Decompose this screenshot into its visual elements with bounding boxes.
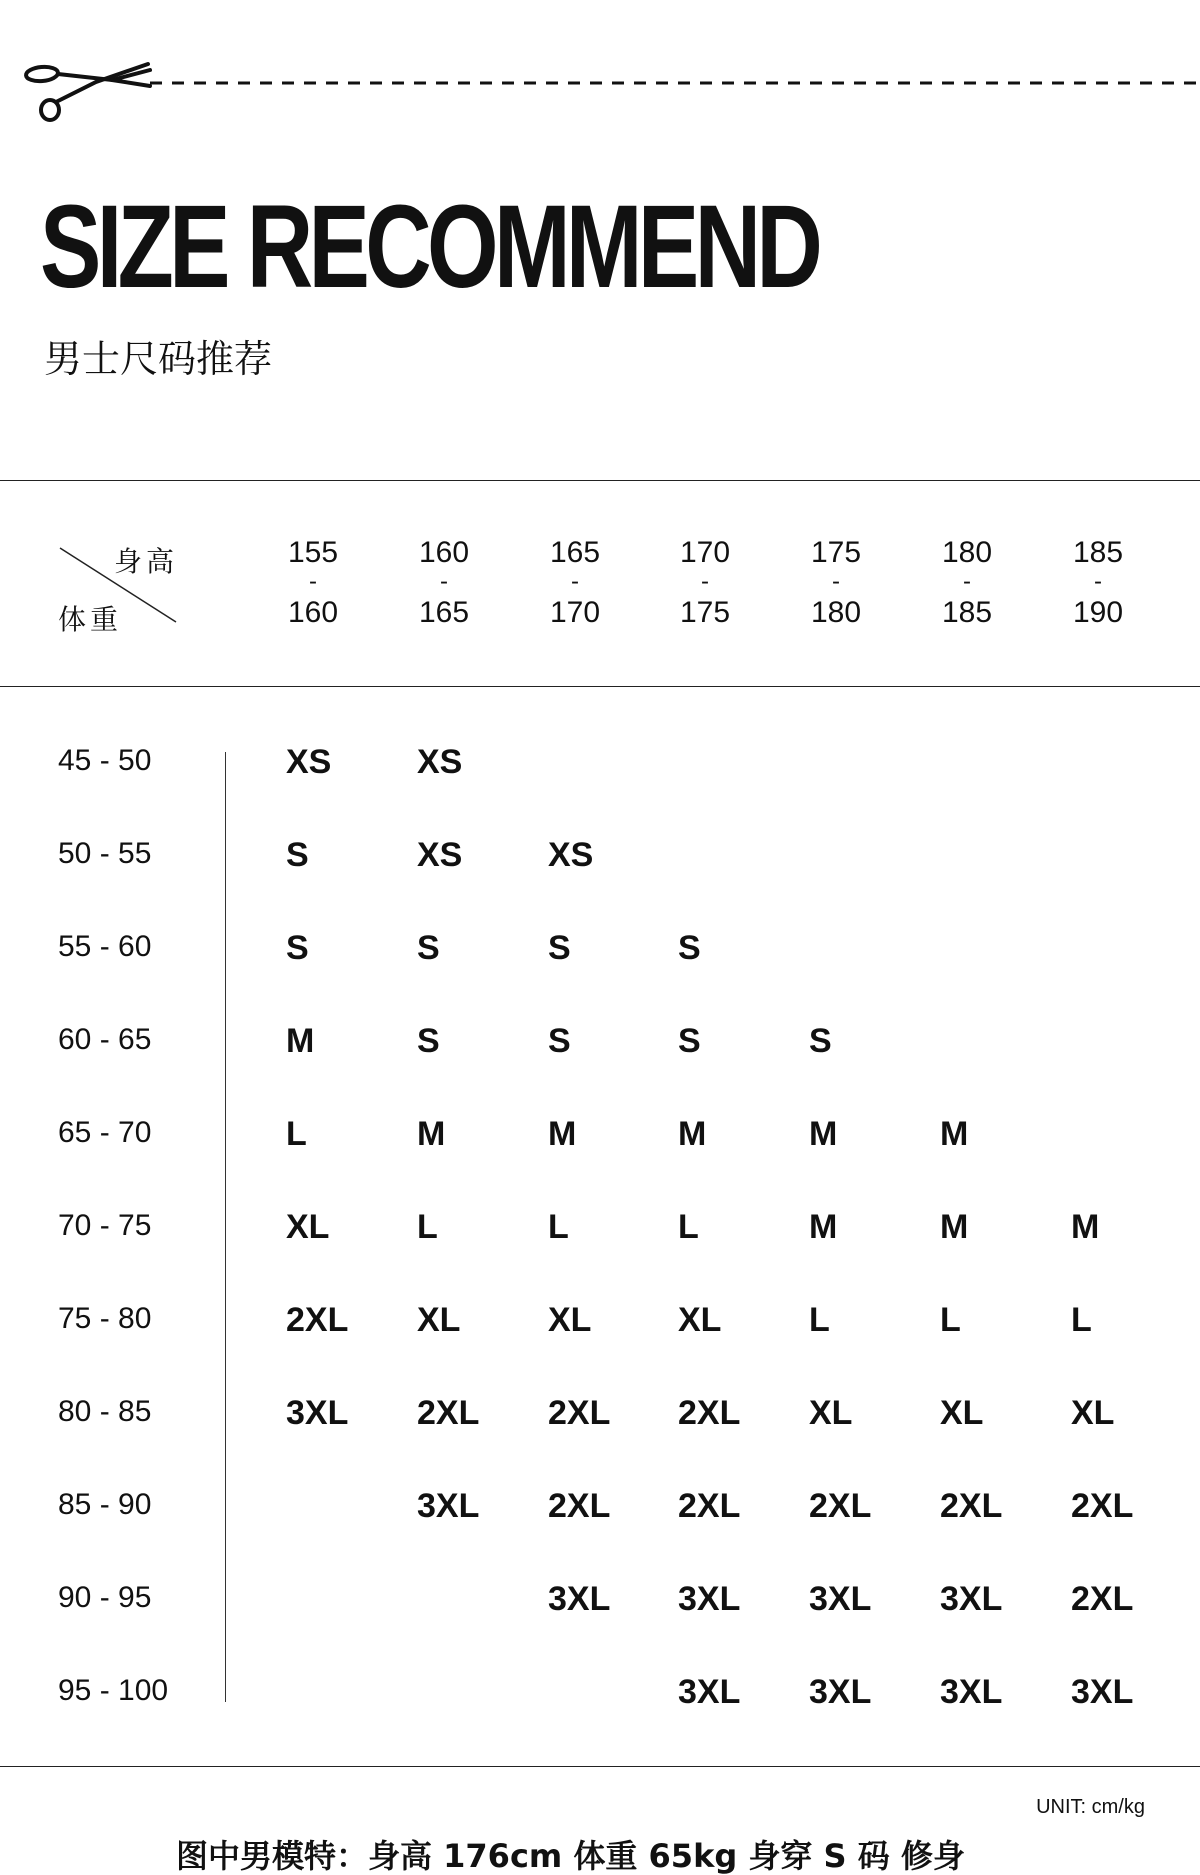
size-cell: L	[678, 1208, 699, 1246]
size-cell: 3XL	[678, 1673, 741, 1711]
height-column-header	[650, 538, 760, 628]
size-cell: M	[286, 1022, 315, 1060]
size-cell: 2XL	[548, 1487, 611, 1525]
size-cell: 2XL	[940, 1487, 1003, 1525]
height-range-sep: -	[571, 568, 579, 595]
size-cell: XL	[940, 1394, 984, 1432]
height-range-to: 170	[549, 596, 601, 629]
size-cell: L	[417, 1208, 438, 1246]
size-cell: 3XL	[417, 1487, 480, 1525]
weight-range-label: 70 - 75	[58, 1209, 152, 1242]
weight-range-label: 45 - 50	[58, 744, 152, 777]
size-cell: XS	[548, 836, 594, 874]
size-cell: S	[678, 929, 701, 967]
size-cell: 2XL	[286, 1301, 349, 1339]
size-cell: M	[678, 1115, 707, 1153]
height-range-to: 190	[1072, 596, 1124, 629]
height-range-to: 175	[679, 596, 731, 629]
size-cell: S	[286, 836, 309, 874]
size-cell: M	[809, 1115, 838, 1153]
size-cell: S	[678, 1022, 701, 1060]
height-range-from: 180	[941, 536, 993, 569]
weight-range-label: 55 - 60	[58, 930, 152, 963]
size-cell: L	[1071, 1301, 1092, 1339]
size-cell: M	[417, 1115, 446, 1153]
corner-weight-label: 体重	[58, 603, 123, 636]
weight-range-label: 90 - 95	[58, 1581, 152, 1614]
weight-range-label: 75 - 80	[58, 1302, 152, 1335]
table-bottom-rule	[0, 1766, 1200, 1767]
weight-column-divider	[225, 752, 226, 1702]
weight-range-label: 60 - 65	[58, 1023, 152, 1056]
height-column-header	[389, 538, 499, 628]
size-cell: L	[548, 1208, 569, 1246]
unit-label: UNIT: cm/kg	[1036, 1796, 1145, 1818]
size-cell: 3XL	[286, 1394, 349, 1432]
size-cell: M	[548, 1115, 577, 1153]
size-cell: S	[417, 1022, 440, 1060]
height-range-sep: -	[309, 568, 317, 595]
height-range-sep: -	[701, 568, 709, 595]
height-range-from: 185	[1072, 536, 1124, 569]
size-cell: XL	[1071, 1394, 1115, 1432]
size-cell: XL	[286, 1208, 330, 1246]
size-cell: 2XL	[678, 1487, 741, 1525]
scissors-icon	[25, 64, 150, 120]
size-cell: M	[809, 1208, 838, 1246]
page-subtitle: 男士尺码推荐	[44, 337, 273, 381]
height-column-header	[1043, 538, 1153, 628]
height-column-header	[520, 538, 630, 628]
height-range-to: 185	[941, 596, 993, 629]
size-cell: S	[809, 1022, 832, 1060]
size-cell: M	[940, 1115, 969, 1153]
model-footnote: 图中男模特：身高 176cm 体重 65kg 身穿 S 码 修身	[176, 1837, 965, 1875]
weight-range-label: 95 - 100	[58, 1674, 169, 1707]
size-cell: L	[286, 1115, 307, 1153]
size-cell: L	[940, 1301, 961, 1339]
size-cell: XS	[286, 743, 332, 781]
size-cell: M	[1071, 1208, 1100, 1246]
size-cell: M	[940, 1208, 969, 1246]
height-range-from: 160	[418, 536, 470, 569]
size-cell: L	[809, 1301, 830, 1339]
height-range-from: 175	[810, 536, 862, 569]
header-top-rule	[0, 480, 1200, 481]
size-cell: 3XL	[809, 1673, 872, 1711]
size-cell: 2XL	[809, 1487, 872, 1525]
size-cell: 3XL	[940, 1580, 1003, 1618]
size-cell: 2XL	[417, 1394, 480, 1432]
size-cell: XL	[809, 1394, 853, 1432]
scissors-cut-line	[0, 0, 1200, 140]
height-range-to: 180	[810, 596, 862, 629]
size-cell: 2XL	[1071, 1580, 1134, 1618]
height-column-header	[781, 538, 891, 628]
size-cell: 2XL	[678, 1394, 741, 1432]
size-cell: 3XL	[548, 1580, 611, 1618]
height-range-from: 155	[287, 536, 339, 569]
height-range-from: 170	[679, 536, 731, 569]
height-range-sep: -	[832, 568, 840, 595]
weight-range-label: 50 - 55	[58, 837, 152, 870]
size-cell: 3XL	[678, 1580, 741, 1618]
size-cell: XL	[417, 1301, 461, 1339]
size-cell: 2XL	[548, 1394, 611, 1432]
size-cell: 3XL	[809, 1580, 872, 1618]
corner-height-label: 身高	[114, 545, 179, 578]
height-range-to: 160	[287, 596, 339, 629]
height-range-sep: -	[1094, 568, 1102, 595]
height-column-header	[258, 538, 368, 628]
size-cell: S	[548, 929, 571, 967]
header-bottom-rule	[0, 686, 1200, 687]
size-cell: 2XL	[1071, 1487, 1134, 1525]
weight-range-label: 85 - 90	[58, 1488, 152, 1521]
height-column-header	[912, 538, 1022, 628]
size-cell: XS	[417, 743, 463, 781]
size-cell: XS	[417, 836, 463, 874]
height-range-sep: -	[440, 568, 448, 595]
height-range-from: 165	[549, 536, 601, 569]
size-cell: S	[548, 1022, 571, 1060]
size-cell: 3XL	[940, 1673, 1003, 1711]
size-cell: XL	[548, 1301, 592, 1339]
size-cell: S	[286, 929, 309, 967]
page-title: SIZE RECOMMEND	[40, 181, 819, 313]
height-range-sep: -	[963, 568, 971, 595]
height-range-to: 165	[418, 596, 470, 629]
size-cell: 3XL	[1071, 1673, 1134, 1711]
weight-range-label: 80 - 85	[58, 1395, 152, 1428]
size-cell: XL	[678, 1301, 722, 1339]
size-cell: S	[417, 929, 440, 967]
weight-range-label: 65 - 70	[58, 1116, 152, 1149]
